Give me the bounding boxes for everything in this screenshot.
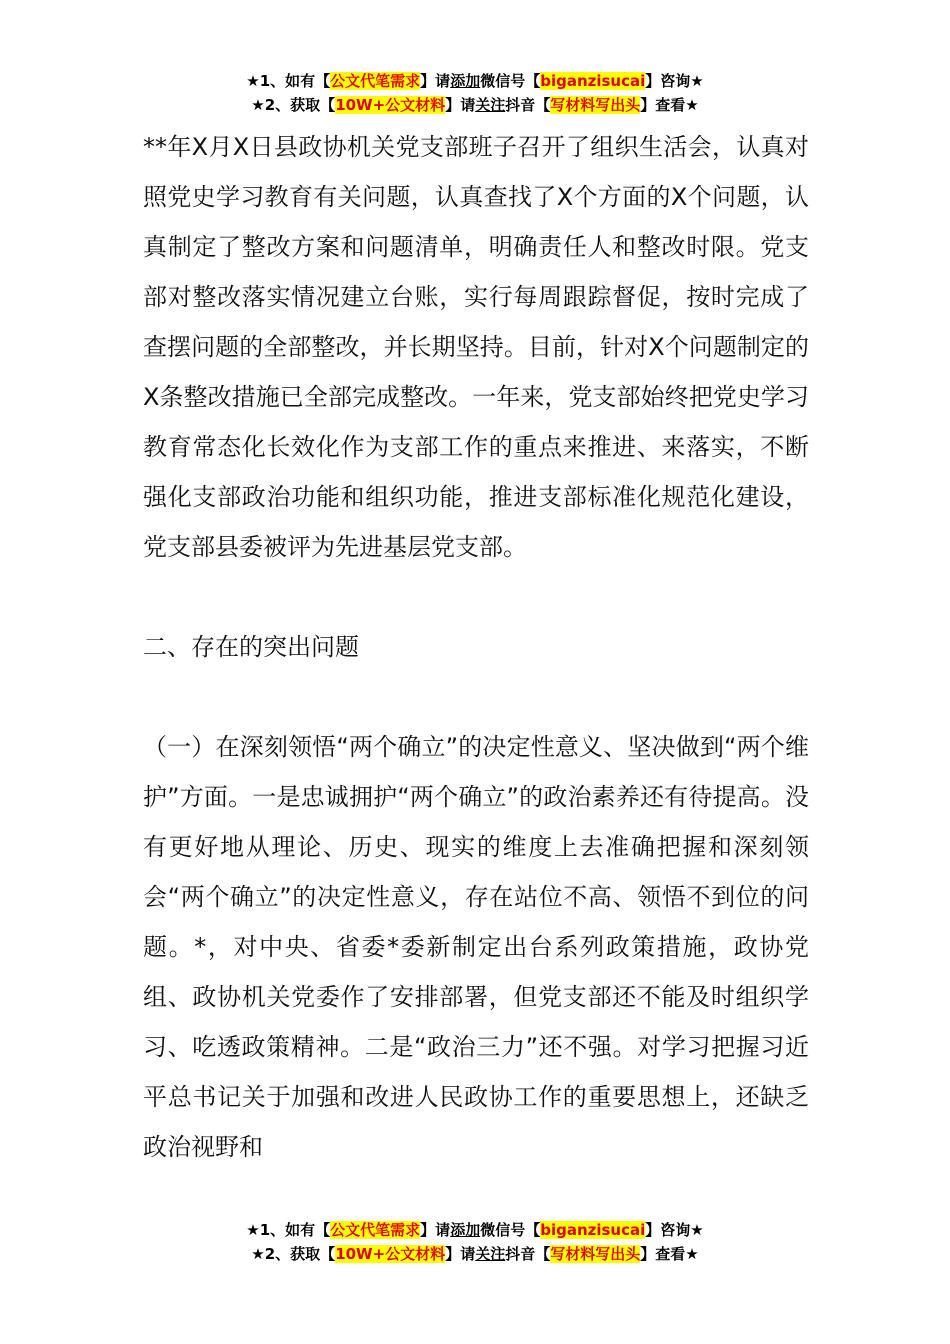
banner-text: 】请	[420, 72, 451, 90]
banner-highlight-wechat-id: biganzisucai	[540, 72, 646, 90]
banner-text: ★2、获取【	[251, 96, 336, 114]
header-banner	[0, 69, 950, 117]
banner-text: 】查看★	[640, 1245, 699, 1263]
banner-text: 】查看★	[640, 96, 699, 114]
banner-highlight-douyin: 写材料写出头	[550, 1245, 641, 1263]
banner-line-1	[0, 69, 950, 93]
section-heading: 二、存在的突出问题	[143, 633, 359, 661]
banner-text: 抖音【	[505, 1245, 551, 1263]
document-body	[143, 122, 809, 1172]
banner-highlight-service: 公文代笔需求	[330, 1221, 421, 1239]
banner-text: ★2、获取【	[251, 1245, 336, 1263]
banner-text: ★1、如有【	[246, 72, 331, 90]
banner-underlined-text: 关注	[475, 1245, 506, 1263]
banner-text: ★1、如有【	[246, 1221, 331, 1239]
banner-text: 】请	[445, 1245, 476, 1263]
banner-highlight-service: 公文代笔需求	[330, 72, 421, 90]
banner-text: 】咨询★	[645, 72, 704, 90]
body-paragraph-2: （一）在深刻领悟“两个确立”的决定性意义、坚决做到“两个维护”方面。一是忠诚拥护“两个确立”的政治素养还有待提高。没有更好地从理论、历史、现实的维度上去准确把握和深刻领会“两个确立”的决定性意义，存在站位不高、领悟不到位的问题。*，对中央、省委*委新制定出台系列政策措施，政协党组、政协机关党委作了安排部署，但党支部还不能及时组织学习、吃透政策精神。二是“政治三力”还不强。对学习把握习近平总书记关于加强和改进人民政协工作的重要思想上，还缺乏政治视野和	[143, 733, 809, 1161]
banner-highlight-douyin: 写材料写出头	[550, 96, 641, 114]
banner-text: 】咨询★	[645, 1221, 704, 1239]
body-paragraph-1: **年X月X日县政协机关党支部班子召开了组织生活会，认真对照党史学习教育有关问题，认真查找了X个方面的X个问题，认真制定了整改方案和问题清单，明确责任人和整改时限。党支部对整改落实情况建立台账，实行每周跟踪督促，按时完成了查摆问题的全部整改，并长期坚持。目前，针对X个问题制定的X条整改措施已全部完成整改。一年来，党支部始终把党史学习教育常态化长效化作为支部工作的重点来推进、来落实，不断强化支部政治功能和组织功能，推进支部标准化规范化建设，党支部县委被评为先进基层党支部。	[143, 133, 809, 561]
banner-text: 抖音【	[505, 96, 551, 114]
banner-text: 】请	[420, 1221, 451, 1239]
banner-underlined-text: 关注	[475, 96, 506, 114]
banner-text: 】请	[445, 96, 476, 114]
banner-text: 微信号【	[480, 72, 541, 90]
banner-highlight-wechat-id: biganzisucai	[540, 1221, 646, 1239]
banner-line-1	[0, 1218, 950, 1242]
banner-highlight-materials: 10W+公文材料	[335, 96, 446, 114]
footer-banner	[0, 1218, 950, 1266]
banner-highlight-materials: 10W+公文材料	[335, 1245, 446, 1263]
banner-line-2	[0, 1242, 950, 1266]
banner-line-2	[0, 93, 950, 117]
banner-underlined-text: 添加	[450, 72, 481, 90]
banner-underlined-text: 添加	[450, 1221, 481, 1239]
banner-text: 微信号【	[480, 1221, 541, 1239]
